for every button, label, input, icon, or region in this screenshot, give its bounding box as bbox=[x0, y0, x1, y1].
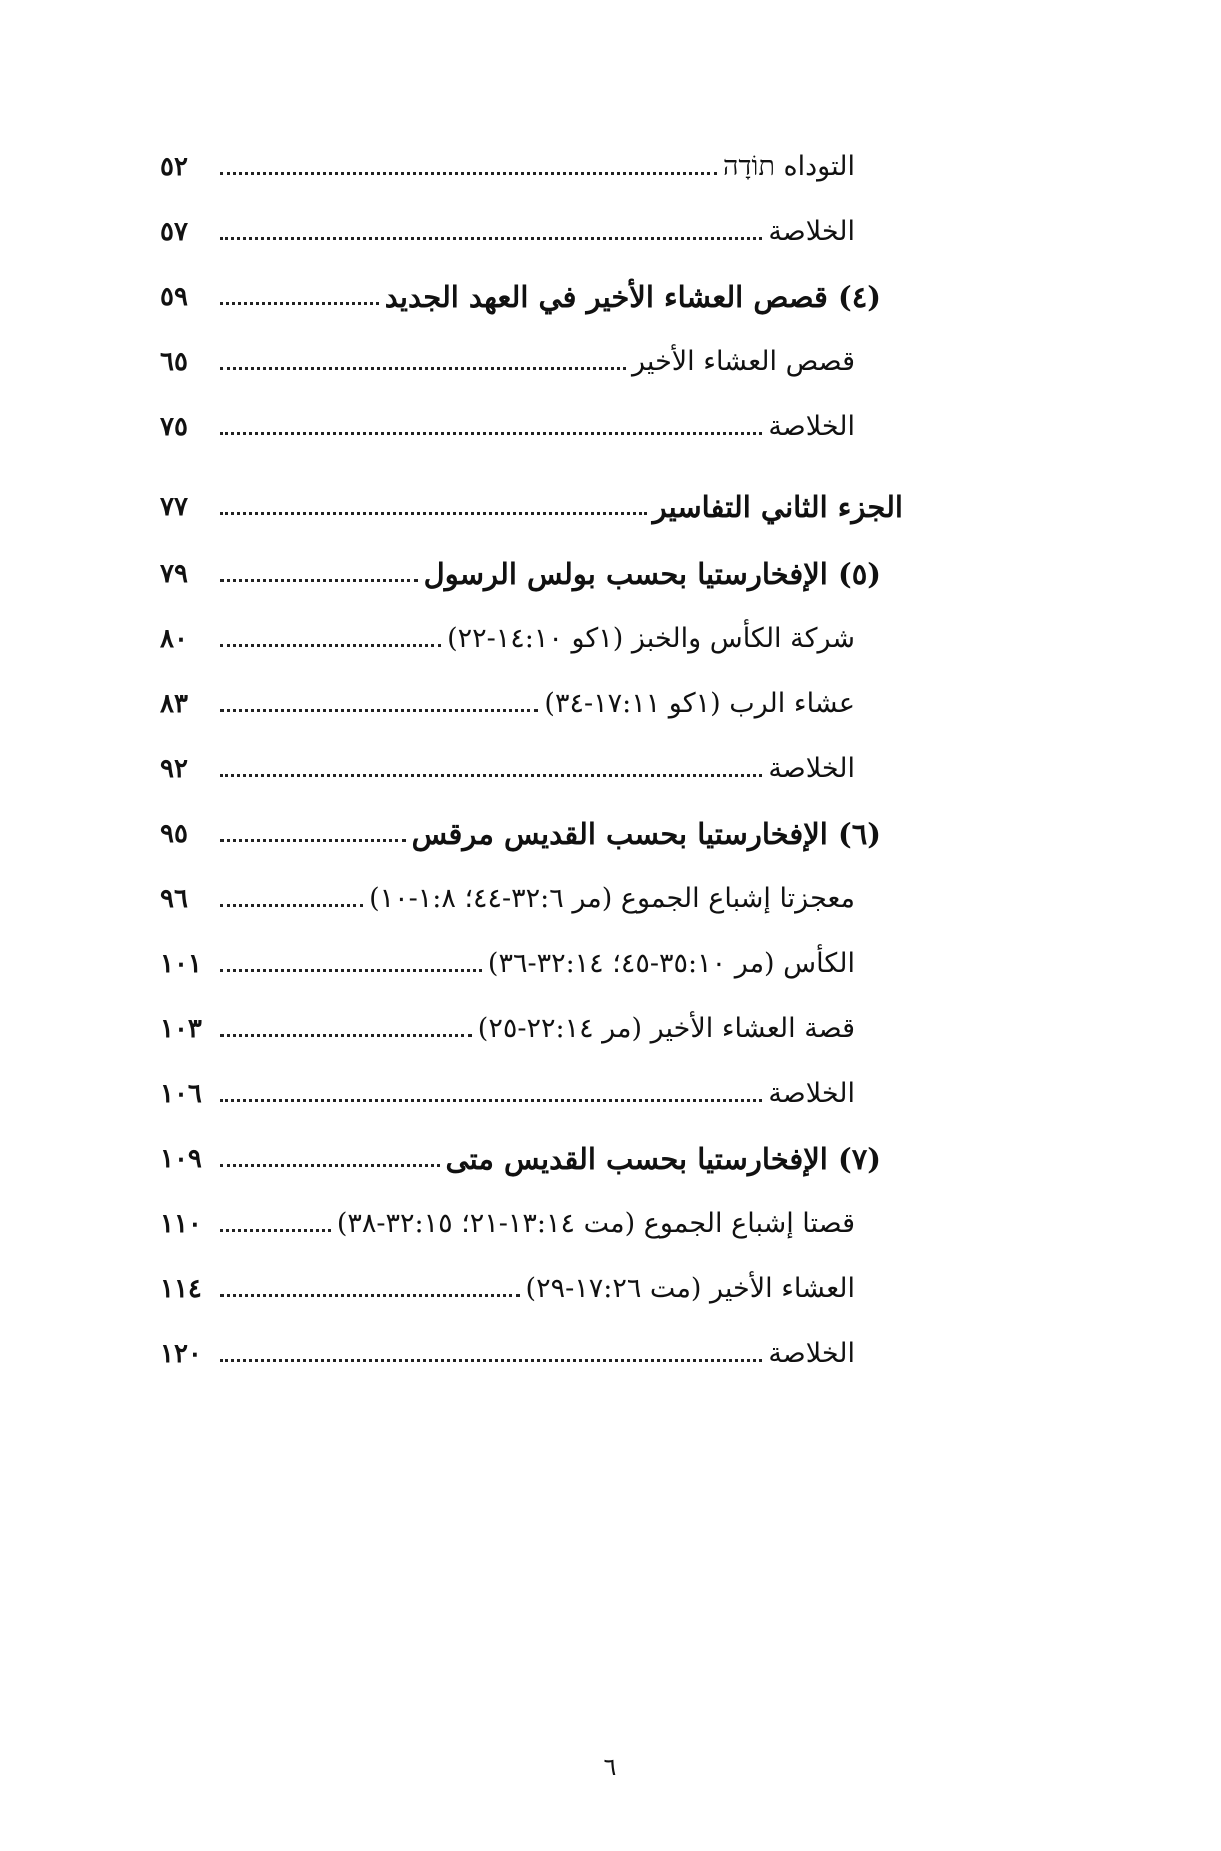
toc-entry-page: ٨٣ bbox=[160, 689, 188, 719]
toc-entry bbox=[160, 1190, 855, 1244]
toc-entry-page: ٥٩ bbox=[160, 282, 188, 312]
toc-entry-page: ١٠٩ bbox=[160, 1144, 202, 1174]
toc-entry-title: قصتا إشباع الجموع (مت ١٣:١٤-٢١؛ ٣٢:١٥-٣٨) bbox=[336, 1208, 855, 1239]
dot-leader bbox=[220, 904, 363, 907]
toc-entry bbox=[160, 930, 855, 984]
toc-chapter-entry bbox=[160, 800, 881, 854]
dot-leader bbox=[220, 1164, 440, 1167]
dot-leader bbox=[220, 774, 762, 777]
toc-entry-page: ٦٥ bbox=[160, 347, 188, 377]
toc-entry-page: ١٢٠ bbox=[160, 1339, 202, 1369]
toc-entry-title: العشاء الأخير (مت ١٧:٢٦-٢٩) bbox=[525, 1273, 855, 1304]
toc-entry-page: ٧٩ bbox=[160, 559, 188, 589]
dot-leader bbox=[220, 367, 626, 370]
dot-leader bbox=[220, 432, 762, 435]
toc-entry-title: الخلاصة bbox=[768, 216, 855, 247]
toc-entry-page: ١١٠ bbox=[160, 1209, 202, 1239]
dot-leader bbox=[220, 1034, 472, 1037]
toc-chapter-entry bbox=[160, 263, 881, 317]
toc-entry-title: (٥) الإفخارستيا بحسب بولس الرسول bbox=[423, 557, 881, 591]
toc-entry bbox=[160, 1060, 855, 1114]
toc-entry-title: الخلاصة bbox=[768, 1338, 855, 1369]
toc-entry-title: (٦) الإفخارستيا بحسب القديس مرقس bbox=[411, 817, 881, 851]
toc-entry-page: ١٠٦ bbox=[160, 1079, 202, 1109]
toc-entry-page: ٩٥ bbox=[160, 819, 188, 849]
dot-leader bbox=[220, 1359, 762, 1362]
toc-entry-title: (٧) الإفخارستيا بحسب القديس متى bbox=[445, 1142, 881, 1176]
dot-leader bbox=[220, 709, 538, 712]
dot-leader bbox=[220, 579, 418, 582]
toc-entry bbox=[160, 133, 855, 187]
dot-leader bbox=[220, 237, 762, 240]
toc-entry-page: ٨٠ bbox=[160, 624, 188, 654]
toc-entry-title: التوداه תוֹדָה bbox=[723, 151, 855, 182]
toc-entry-title: قصة العشاء الأخير (مر ٢٢:١٤-٢٥) bbox=[477, 1013, 855, 1044]
dot-leader bbox=[220, 1294, 520, 1297]
page-number: ٦ bbox=[603, 1753, 617, 1781]
dot-leader bbox=[220, 512, 647, 515]
toc-entry-title: الجزء الثاني التفاسير bbox=[652, 490, 903, 524]
toc-entry bbox=[160, 393, 855, 447]
toc-entry-title: الكأس (مر ٣٥:١٠-٤٥؛ ٣٢:١٤-٣٦) bbox=[487, 948, 855, 979]
toc-entry bbox=[160, 995, 855, 1049]
toc-entry-title: (٤) قصص العشاء الأخير في العهد الجديد bbox=[384, 280, 881, 314]
toc-entry-title: معجزتا إشباع الجموع (مر ٣٢:٦-٤٤؛ ١:٨-١٠) bbox=[369, 883, 855, 914]
toc-entry-title: عشاء الرب (١كو ١٧:١١-٣٤) bbox=[544, 688, 855, 719]
toc-entry bbox=[160, 328, 855, 382]
toc-chapter-entry bbox=[160, 1125, 881, 1179]
toc-entry-title: الخلاصة bbox=[768, 753, 855, 784]
toc-part-entry bbox=[160, 473, 903, 527]
toc-entry bbox=[160, 735, 855, 789]
toc-entry-page: ١٠٣ bbox=[160, 1014, 202, 1044]
toc-entry bbox=[160, 1320, 855, 1374]
dot-leader bbox=[220, 172, 717, 175]
toc-entry-page: ٥٢ bbox=[160, 152, 188, 182]
toc-entry bbox=[160, 1255, 855, 1309]
toc-entry bbox=[160, 670, 855, 724]
toc-entry bbox=[160, 605, 855, 659]
dot-leader bbox=[220, 302, 379, 305]
toc-entry-page: ٥٧ bbox=[160, 217, 188, 247]
toc-entry-title: شركة الكأس والخبز (١كو ١٤:١٠-٢٢) bbox=[447, 623, 855, 654]
toc-entry-title: قصص العشاء الأخير bbox=[632, 346, 855, 377]
dot-leader bbox=[220, 644, 441, 647]
toc-entry-page: ٩٦ bbox=[160, 884, 188, 914]
toc-entry-page: ١١٤ bbox=[160, 1274, 202, 1304]
toc-entry-page: ٩٢ bbox=[160, 754, 188, 784]
dot-leader bbox=[220, 1099, 762, 1102]
toc-entry-page: ٧٥ bbox=[160, 412, 188, 442]
dot-leader bbox=[220, 839, 406, 842]
toc-entry-title: الخلاصة bbox=[768, 411, 855, 442]
toc-chapter-entry bbox=[160, 540, 881, 594]
dot-leader bbox=[220, 969, 482, 972]
toc-entry-page: ١٠١ bbox=[160, 949, 202, 979]
toc-entry bbox=[160, 865, 855, 919]
toc-entry bbox=[160, 198, 855, 252]
toc-entry-page: ٧٧ bbox=[160, 492, 188, 522]
dot-leader bbox=[220, 1229, 331, 1232]
toc-entry-title: الخلاصة bbox=[768, 1078, 855, 1109]
